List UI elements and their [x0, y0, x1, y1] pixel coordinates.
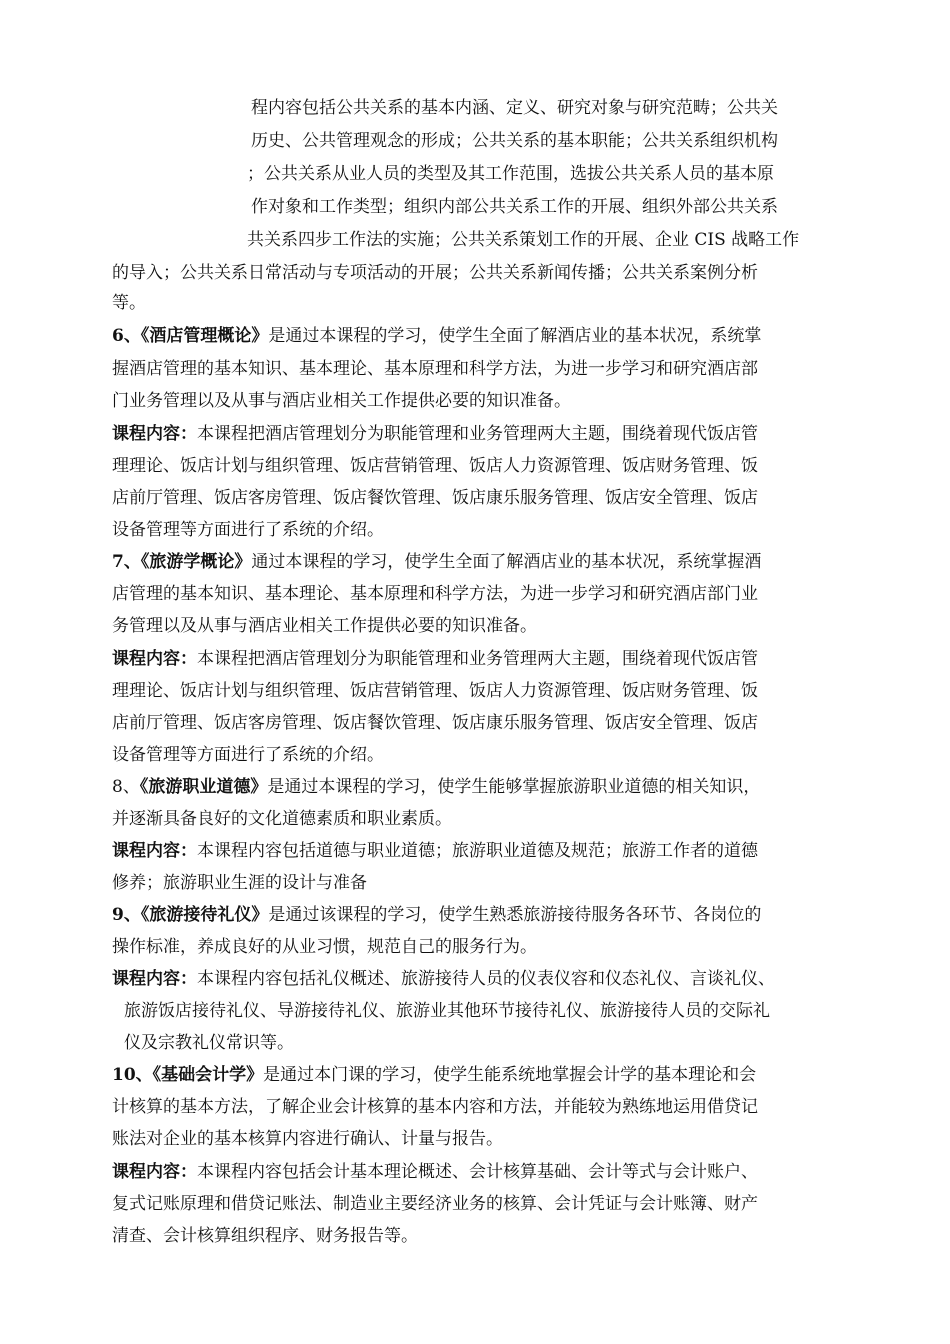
- content-label: 课程内容：: [112, 649, 197, 669]
- content-text: 设备管理等方面进行了系统的介绍。: [112, 520, 384, 540]
- course-content: [112, 968, 775, 990]
- content-label: 课程内容：: [112, 1162, 197, 1182]
- intro-line: 历史、公共管理观念的形成；公共关系的基本职能；公共关系组织机构: [251, 131, 778, 151]
- content-text: 店前厅管理、饭店客房管理、饭店餐饮管理、饭店康乐服务管理、饭店安全管理、饭店: [112, 488, 758, 508]
- course-number: 8、: [112, 777, 140, 797]
- content-text: 理理论、饭店计划与组织管理、饭店营销管理、饭店人力资源管理、饭店财务管理、饭: [112, 681, 758, 701]
- content-text: 理理论、饭店计划与组织管理、饭店营销管理、饭店人力资源管理、饭店财务管理、饭: [112, 456, 758, 476]
- course-content: [112, 840, 758, 862]
- course-desc: 是通过本课程的学习，使学生全面了解酒店业的基本状况，系统掌: [268, 326, 762, 346]
- course-heading: [112, 776, 760, 798]
- content-text: 本课程内容包括道德与职业道德；旅游职业道德及规范；旅游工作者的道德: [197, 841, 758, 861]
- course-desc: 计核算的基本方法，了解企业会计核算的基本内容和方法，并能较为熟练地运用借贷记: [112, 1097, 758, 1117]
- course-number: 9、: [112, 905, 141, 925]
- content-text: 本课程内容包括会计基本理论概述、会计核算基础、会计等式与会计账户、: [197, 1162, 758, 1182]
- course-heading: [112, 904, 761, 926]
- course-desc: 是通过本门课的学习，使学生能系统地掌握会计学的基本理论和会: [263, 1065, 757, 1085]
- course-desc: 操作标准，养成良好的从业习惯，规范自己的服务行为。: [112, 937, 537, 957]
- course-title: 《旅游学概论》: [140, 552, 252, 572]
- course-heading: [112, 551, 761, 573]
- intro-line: 等。: [112, 293, 146, 313]
- content-text: 旅游饭店接待礼仪、导游接待礼仪、旅游业其他环节接待礼仪、旅游接待人员的交际礼: [124, 1001, 770, 1021]
- content-text: 本课程内容包括礼仪概述、旅游接待人员的仪表仪容和仪态礼仪、言谈礼仪、: [197, 969, 775, 989]
- course-title: 《酒店管理概论》: [140, 326, 269, 346]
- intro-line: 的导入；公共关系日常活动与专项活动的开展；公共关系新闻传播；公共关系案例分析: [112, 263, 758, 283]
- course-number: 6、: [112, 326, 141, 346]
- intro-line: 程内容包括公共关系的基本内涵、定义、研究对象与研究范畴；公共关: [251, 98, 778, 118]
- content-text: 仪及宗教礼仪常识等。: [124, 1033, 294, 1053]
- content-label: 课程内容：: [112, 841, 197, 861]
- intro-line: ；公共关系从业人员的类型及其工作范围，选拔公共关系人员的基本原: [247, 164, 774, 184]
- content-text: 设备管理等方面进行了系统的介绍。: [112, 745, 384, 765]
- course-heading: [112, 325, 761, 347]
- intro-line: 作对象和工作类型；组织内部公共关系工作的开展、组织外部公共关系: [251, 197, 778, 217]
- content-text: 修养；旅游职业生涯的设计与准备: [112, 873, 367, 893]
- content-text: 店前厅管理、饭店客房管理、饭店餐饮管理、饭店康乐服务管理、饭店安全管理、饭店: [112, 713, 758, 733]
- course-title: 《旅游职业道德》: [139, 777, 268, 797]
- course-content: [112, 1161, 758, 1183]
- intro-line: 共关系四步工作法的实施；公共关系策划工作的开展、企业 CIS 战略工作: [247, 230, 800, 250]
- course-title: 《基础会计学》: [152, 1065, 264, 1085]
- course-desc: 握酒店管理的基本知识、基本理论、基本原理和科学方法，为进一步学习和研究酒店部: [112, 359, 758, 379]
- course-heading: [112, 1064, 756, 1086]
- course-desc: 是通过该课程的学习，使学生熟悉旅游接待服务各环节、各岗位的: [268, 905, 762, 925]
- content-text: 本课程把酒店管理划分为职能管理和业务管理两大主题，围绕着现代饭店管: [197, 649, 758, 669]
- course-desc: 店管理的基本知识、基本理论、基本原理和科学方法，为进一步学习和研究酒店部门业: [112, 584, 758, 604]
- course-number: 7、: [112, 552, 141, 572]
- course-content: [112, 423, 758, 445]
- course-desc: 务管理以及从事与酒店业相关工作提供必要的知识准备。: [112, 616, 537, 636]
- course-number: 10、: [112, 1065, 153, 1085]
- course-desc: 是通过本课程的学习，使学生能够掌握旅游职业道德的相关知识，: [267, 777, 761, 797]
- content-text: 清查、会计核算组织程序、财务报告等。: [112, 1226, 418, 1246]
- course-desc: 账法对企业的基本核算内容进行确认、计量与报告。: [112, 1129, 503, 1149]
- course-title: 《旅游接待礼仪》: [140, 905, 269, 925]
- course-content: [112, 648, 758, 670]
- course-desc: 门业务管理以及从事与酒店业相关工作提供必要的知识准备。: [112, 391, 571, 411]
- content-text: 本课程把酒店管理划分为职能管理和业务管理两大主题，围绕着现代饭店管: [197, 424, 758, 444]
- course-desc: 并逐渐具备良好的文化道德素质和职业素质。: [112, 809, 452, 829]
- content-label: 课程内容：: [112, 424, 197, 444]
- course-desc: 通过本课程的学习，使学生全面了解酒店业的基本状况，系统掌握酒: [251, 552, 762, 572]
- content-label: 课程内容：: [112, 969, 197, 989]
- content-text: 复式记账原理和借贷记账法、制造业主要经济业务的核算、会计凭证与会计账簿、财产: [112, 1194, 758, 1214]
